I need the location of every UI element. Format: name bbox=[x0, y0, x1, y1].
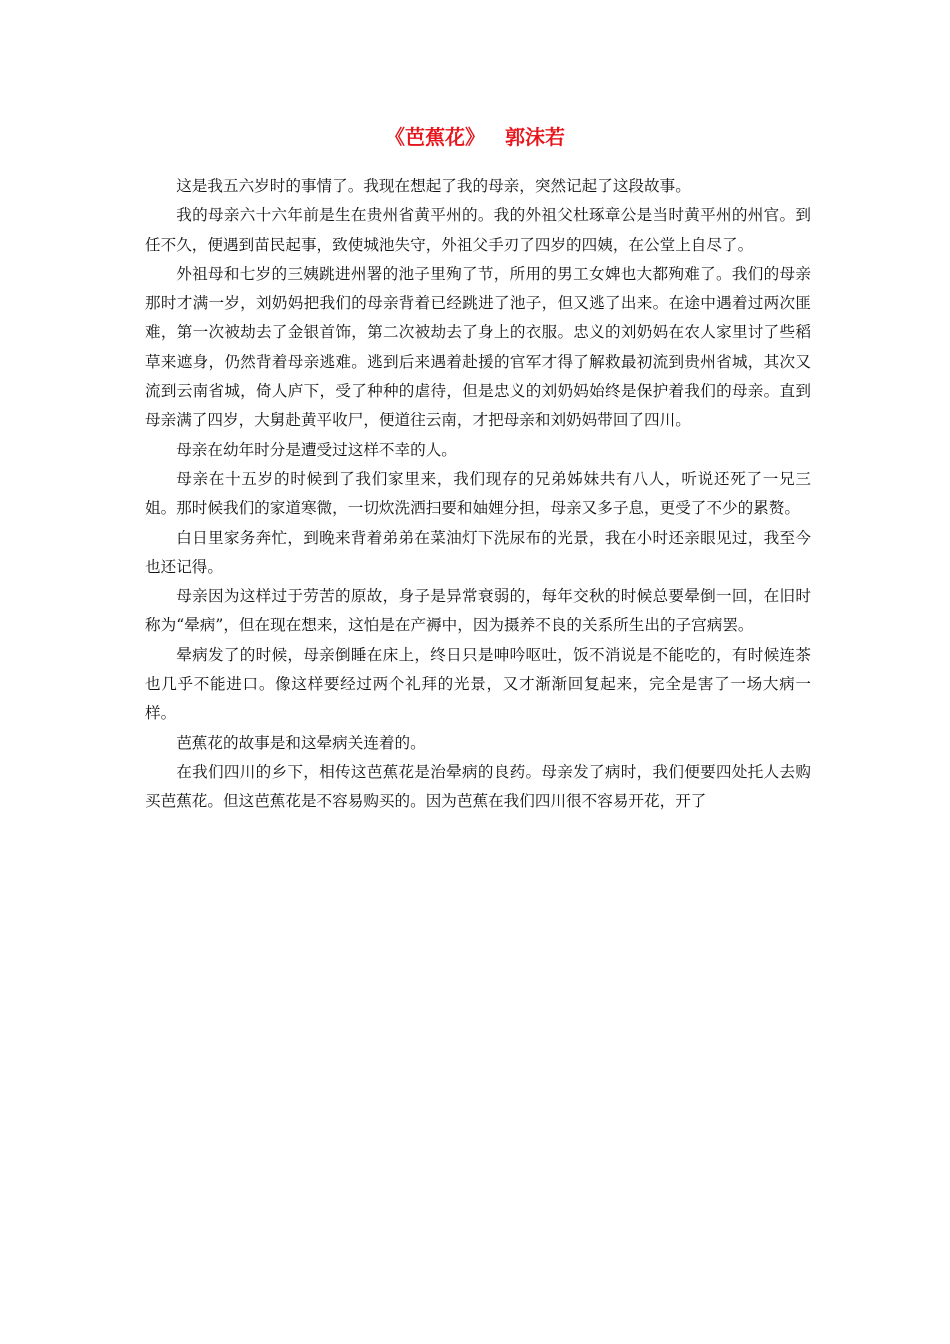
paragraph-5: 母亲在十五岁的时候到了我们家里来，我们现存的兄弟姊妹共有八人，听说还死了一兄三姐。那时候我们的家道寒微，一切炊洗洒扫要和妯娌分担，母亲又多子息，更受了不少的累赘。 bbox=[145, 469, 811, 518]
paragraph-10: 在我们四川的乡下，相传这芭蕉花是治晕病的良药。母亲发了病时，我们便要四处托人去购买芭蕉花。但这芭蕉花是不容易购买的。因为芭蕉在我们四川很不容易开花，开了 bbox=[145, 762, 811, 811]
paragraph-8: 晕病发了的时候，母亲倒睡在床上，终日只是呻吟呕吐，饭不消说是不能吃的，有时候连茶也几乎不能进口。像这样要经过两个礼拜的光景，又才渐渐回复起来，完全是害了一场大病一样。 bbox=[145, 645, 811, 723]
author-name: 郭沫若 bbox=[505, 125, 565, 149]
title-text: 《芭蕉花》 bbox=[385, 125, 485, 149]
paragraph-9: 芭蕉花的故事是和这晕病关连着的。 bbox=[176, 733, 426, 752]
document-body bbox=[145, 172, 811, 817]
document-title bbox=[0, 122, 950, 152]
paragraph-1: 这是我五六岁时的事情了。我现在想起了我的母亲，突然记起了这段故事。 bbox=[176, 177, 691, 195]
paragraph-4: 母亲在幼年时分是遭受过这样不幸的人。 bbox=[176, 440, 457, 459]
paragraph-3: 外祖母和七岁的三姨跳进州署的池子里殉了节，所用的男工女婢也大都殉难了。我们的母亲那时才满一岁，刘奶妈把我们的母亲背着已经跳进了池子，但又逃了出来。在途中遇着过两次匪难，第一次被劫去了金银首饰，第二次被劫去了身上的衣服。忠义的刘奶妈在农人家里讨了些稻草来遮身，仍然背着母亲逃难。逃到后来遇着赴援的官军才得了解救最初流到贵州省城，其次又流到云南省城，倚人庐下，受了种种的虐待，但是忠义的刘奶妈始终是保护着我们的母亲。直到母亲满了四岁，大舅赴黄平收尸，便道往云南，才把母亲和刘奶妈带回了四川。 bbox=[145, 264, 811, 430]
paragraph-7: 母亲因为这样过于劳苦的原故，身子是异常衰弱的，每年交秋的时候总要晕倒一回，在旧时称为“晕病”，但在现在想来，这怕是在产褥中，因为摄养不良的关系所生出的子宫病罢。 bbox=[145, 587, 811, 635]
paragraph-6: 白日里家务奔忙，到晚来背着弟弟在菜油灯下洗尿布的光景，我在小时还亲眼见过，我至今也还记得。 bbox=[145, 528, 811, 576]
paragraph-2: 我的母亲六十六年前是生在贵州省黄平州的。我的外祖父杜琢章公是当时黄平州的州官。到任不久，便遇到苗民起事，致使城池失守，外祖父手刃了四岁的四姨，在公堂上自尽了。 bbox=[145, 206, 811, 254]
